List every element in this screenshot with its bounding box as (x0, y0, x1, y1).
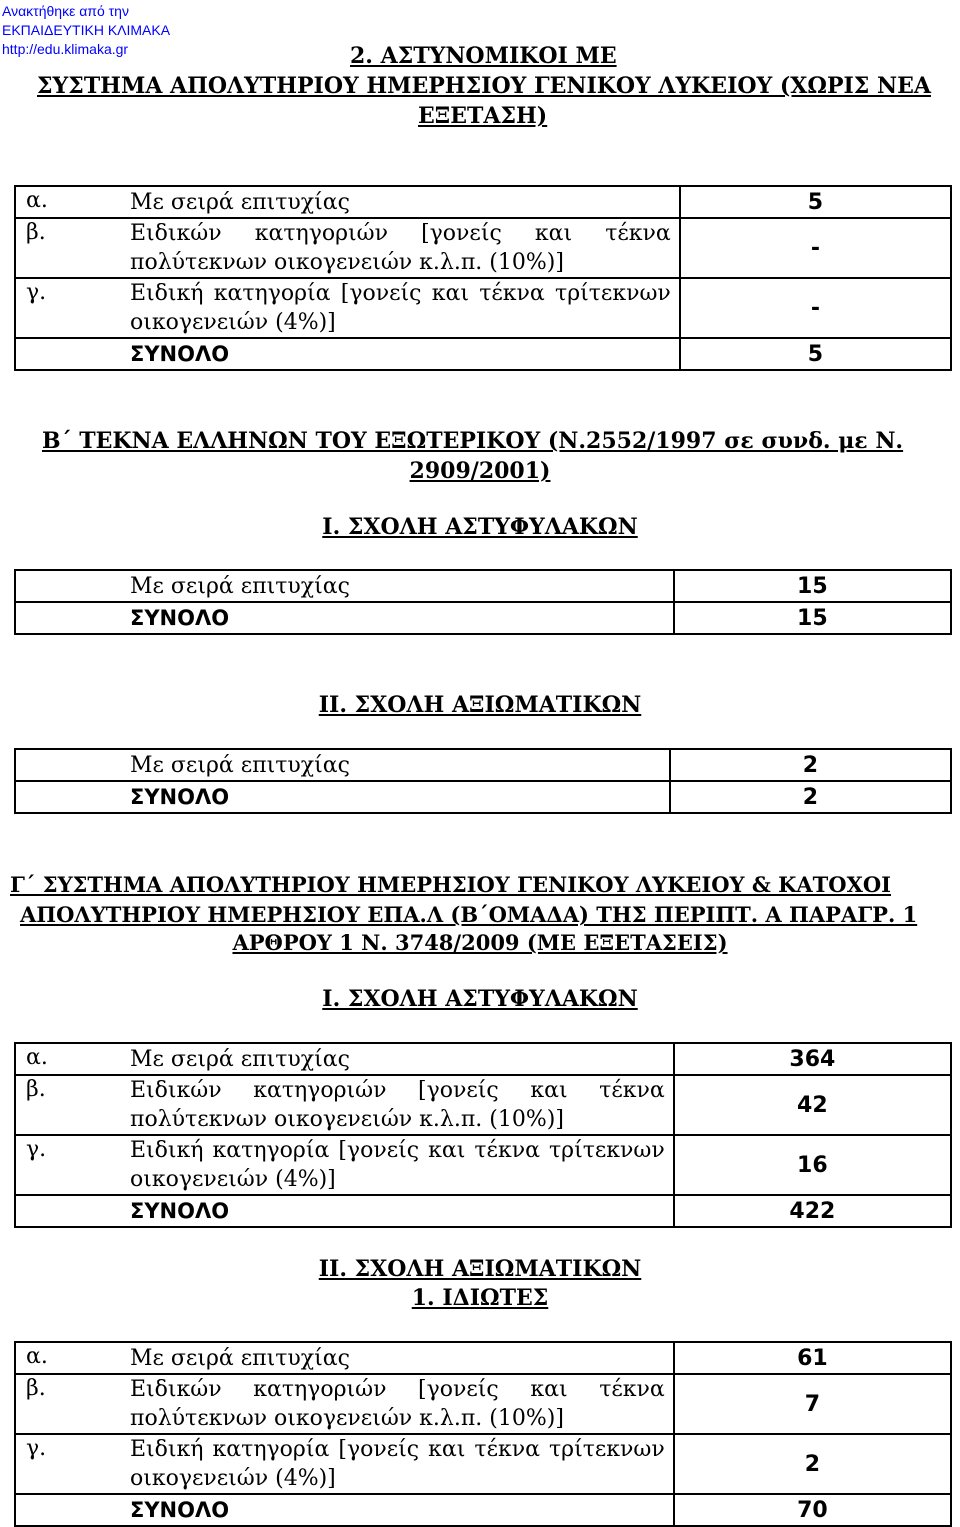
row-text-line-2: πολύτεκνων οικογενειών κ.λ.π. (10%)] (130, 250, 564, 275)
total-label-cell (15, 781, 670, 813)
row-text: Με σειρά επιτυχίας (130, 1345, 350, 1371)
table-row (15, 1075, 951, 1135)
total-label: ΣΥΝΟΛΟ (130, 1198, 230, 1223)
total-value: 70 (674, 1494, 951, 1526)
row-text: Με σειρά επιτυχίας (130, 189, 350, 215)
row-label (15, 218, 680, 278)
row-label (15, 1043, 674, 1075)
row-value: 42 (674, 1075, 951, 1135)
table-row (15, 1374, 951, 1434)
section-2-title-line-3: ΕΞΕΤΑΣΗ) (418, 103, 548, 129)
row-value: 15 (674, 570, 951, 602)
row-label (15, 278, 680, 338)
section-b-school-2-table (14, 748, 952, 814)
watermark-line-1: Ανακτήθηκε από την (2, 3, 129, 19)
row-marker: γ. (26, 1137, 47, 1162)
total-label: ΣΥΝΟΛΟ (130, 1497, 230, 1522)
row-label (15, 1075, 674, 1135)
row-value: - (680, 278, 951, 338)
row-text-line-1: Ειδική κατηγορία [γονείς και τέκνα τρίτεκνων (130, 281, 671, 306)
row-text-line-2: οικογενειών (4%)] (130, 310, 336, 335)
total-label: ΣΥΝΟΛΟ (130, 784, 230, 809)
section-b-title-line-1: Β΄ ΤΕΚΝΑ ΕΛΛΗΝΩΝ ΤΟΥ ΕΞΩΤΕΡΙΚΟΥ (Ν.2552/1997 σε συνδ. με Ν. (42, 428, 904, 454)
row-marker: α. (26, 188, 48, 213)
table-row (15, 1342, 951, 1374)
total-label: ΣΥΝΟΛΟ (130, 605, 230, 630)
total-value: 422 (674, 1195, 951, 1227)
total-label-cell (15, 602, 674, 634)
row-label (15, 749, 670, 781)
row-label (15, 1434, 674, 1494)
table-row (15, 278, 951, 338)
total-label: ΣΥΝΟΛΟ (130, 341, 230, 366)
row-text-line-2: οικογενειών (4%)] (130, 1466, 336, 1491)
total-row (15, 602, 951, 634)
table-row (15, 1043, 951, 1075)
section-b-school-2-title: ΙΙ. ΣΧΟΛΗ ΑΞΙΩΜΑΤΙΚΩΝ (318, 692, 642, 718)
watermark-line-2: ΕΚΠΑΙΔΕΥΤΙΚΗ ΚΛΙΜΑΚΑ (2, 22, 171, 38)
total-row (15, 338, 951, 370)
total-value: 5 (680, 338, 951, 370)
row-text-line-1: Ειδική κατηγορία [γονείς και τέκνα τρίτεκνων (130, 1138, 665, 1163)
section-c-school-2-table (14, 1341, 952, 1527)
row-value: 5 (680, 186, 951, 218)
table-row (15, 749, 951, 781)
row-value: 16 (674, 1135, 951, 1195)
row-marker: α. (26, 1045, 48, 1070)
total-row (15, 781, 951, 813)
row-text: Με σειρά επιτυχίας (130, 1046, 350, 1072)
row-value: 61 (674, 1342, 951, 1374)
watermark-link[interactable]: http://edu.klimaka.gr (2, 41, 129, 57)
row-value: 7 (674, 1374, 951, 1434)
row-text: Με σειρά επιτυχίας (130, 752, 350, 778)
section-c-title-line-1: Γ΄ ΣΥΣΤΗΜΑ ΑΠΟΛΥΤΗΡΙΟΥ ΗΜΕΡΗΣΙΟΥ ΓΕΝΙΚΟΥ ΛΥΚΕΙΟΥ & ΚΑΤΟΧΟΙ (10, 872, 891, 897)
total-label-cell (15, 1494, 674, 1526)
section-2-title-line-2: ΣΥΣΤΗΜΑ ΑΠΟΛΥΤΗΡΙΟΥ ΗΜΕΡΗΣΙΟΥ ΓΕΝΙΚΟΥ ΛΥΚΕΙΟΥ (ΧΩΡΙΣ ΝΕΑ (37, 73, 931, 99)
row-marker: γ. (26, 280, 47, 305)
row-text-line-2: πολύτεκνων οικογενειών κ.λ.π. (10%)] (130, 1406, 564, 1431)
row-text-line-1: Ειδικών κατηγοριών [γονείς και τέκνα (130, 221, 671, 246)
row-text-line-2: οικογενειών (4%)] (130, 1167, 336, 1192)
row-label (15, 1135, 674, 1195)
total-label-cell (15, 1195, 674, 1227)
row-text-line-1: Ειδική κατηγορία [γονείς και τέκνα τρίτεκνων (130, 1437, 665, 1462)
row-value: - (680, 218, 951, 278)
total-row (15, 1195, 951, 1227)
row-marker: α. (26, 1344, 48, 1369)
row-marker: β. (26, 1077, 46, 1102)
row-label (15, 1342, 674, 1374)
total-value: 15 (674, 602, 951, 634)
section-b-school-1-title: Ι. ΣΧΟΛΗ ΑΣΤΥΦΥΛΑΚΩΝ (322, 514, 638, 540)
table-row (15, 1135, 951, 1195)
section-c-school-1-table (14, 1042, 952, 1228)
section-b-title-line-2: 2909/2001) (409, 458, 551, 484)
table-row (15, 218, 951, 278)
row-marker: γ. (26, 1436, 47, 1461)
row-label (15, 1374, 674, 1434)
row-text-line-1: Ειδικών κατηγοριών [γονείς και τέκνα (130, 1377, 665, 1402)
total-row (15, 1494, 951, 1526)
row-value: 364 (674, 1043, 951, 1075)
row-label (15, 186, 680, 218)
section-2-table (14, 185, 952, 371)
section-b-school-1-table (14, 569, 952, 635)
table-row (15, 570, 951, 602)
row-value: 2 (670, 749, 951, 781)
table-row (15, 1434, 951, 1494)
table-row (15, 186, 951, 218)
section-c-school-2-title: ΙΙ. ΣΧΟΛΗ ΑΞΙΩΜΑΤΙΚΩΝ (318, 1256, 642, 1282)
section-2-title-line-1: 2. ΑΣΤΥΝΟΜΙΚΟΙ ΜΕ (350, 43, 617, 69)
row-text-line-1: Ειδικών κατηγοριών [γονείς και τέκνα (130, 1078, 665, 1103)
row-label (15, 570, 674, 602)
row-text: Με σειρά επιτυχίας (130, 573, 350, 599)
row-marker: β. (26, 1376, 46, 1401)
section-c-school-2-subtitle: 1. ΙΔΙΩΤΕΣ (411, 1285, 549, 1311)
source-watermark (2, 2, 170, 59)
total-label-cell (15, 338, 680, 370)
row-marker: β. (26, 220, 46, 245)
row-text-line-2: πολύτεκνων οικογενειών κ.λ.π. (10%)] (130, 1107, 564, 1132)
total-value: 2 (670, 781, 951, 813)
section-c-school-1-title: Ι. ΣΧΟΛΗ ΑΣΤΥΦΥΛΑΚΩΝ (322, 986, 638, 1012)
section-c-title-line-2: ΑΠΟΛΥΤΗΡΙΟΥ ΗΜΕΡΗΣΙΟΥ ΕΠΑ.Λ (Β΄ΟΜΑΔΑ) ΤΗΣ ΠΕΡΙΠΤ. Α ΠΑΡΑΓΡ. 1 (20, 902, 918, 927)
row-value: 2 (674, 1434, 951, 1494)
section-c-title-line-3: ΑΡΘΡΟΥ 1 Ν. 3748/2009 (ΜΕ ΕΞΕΤΑΣΕΙΣ) (232, 930, 728, 955)
